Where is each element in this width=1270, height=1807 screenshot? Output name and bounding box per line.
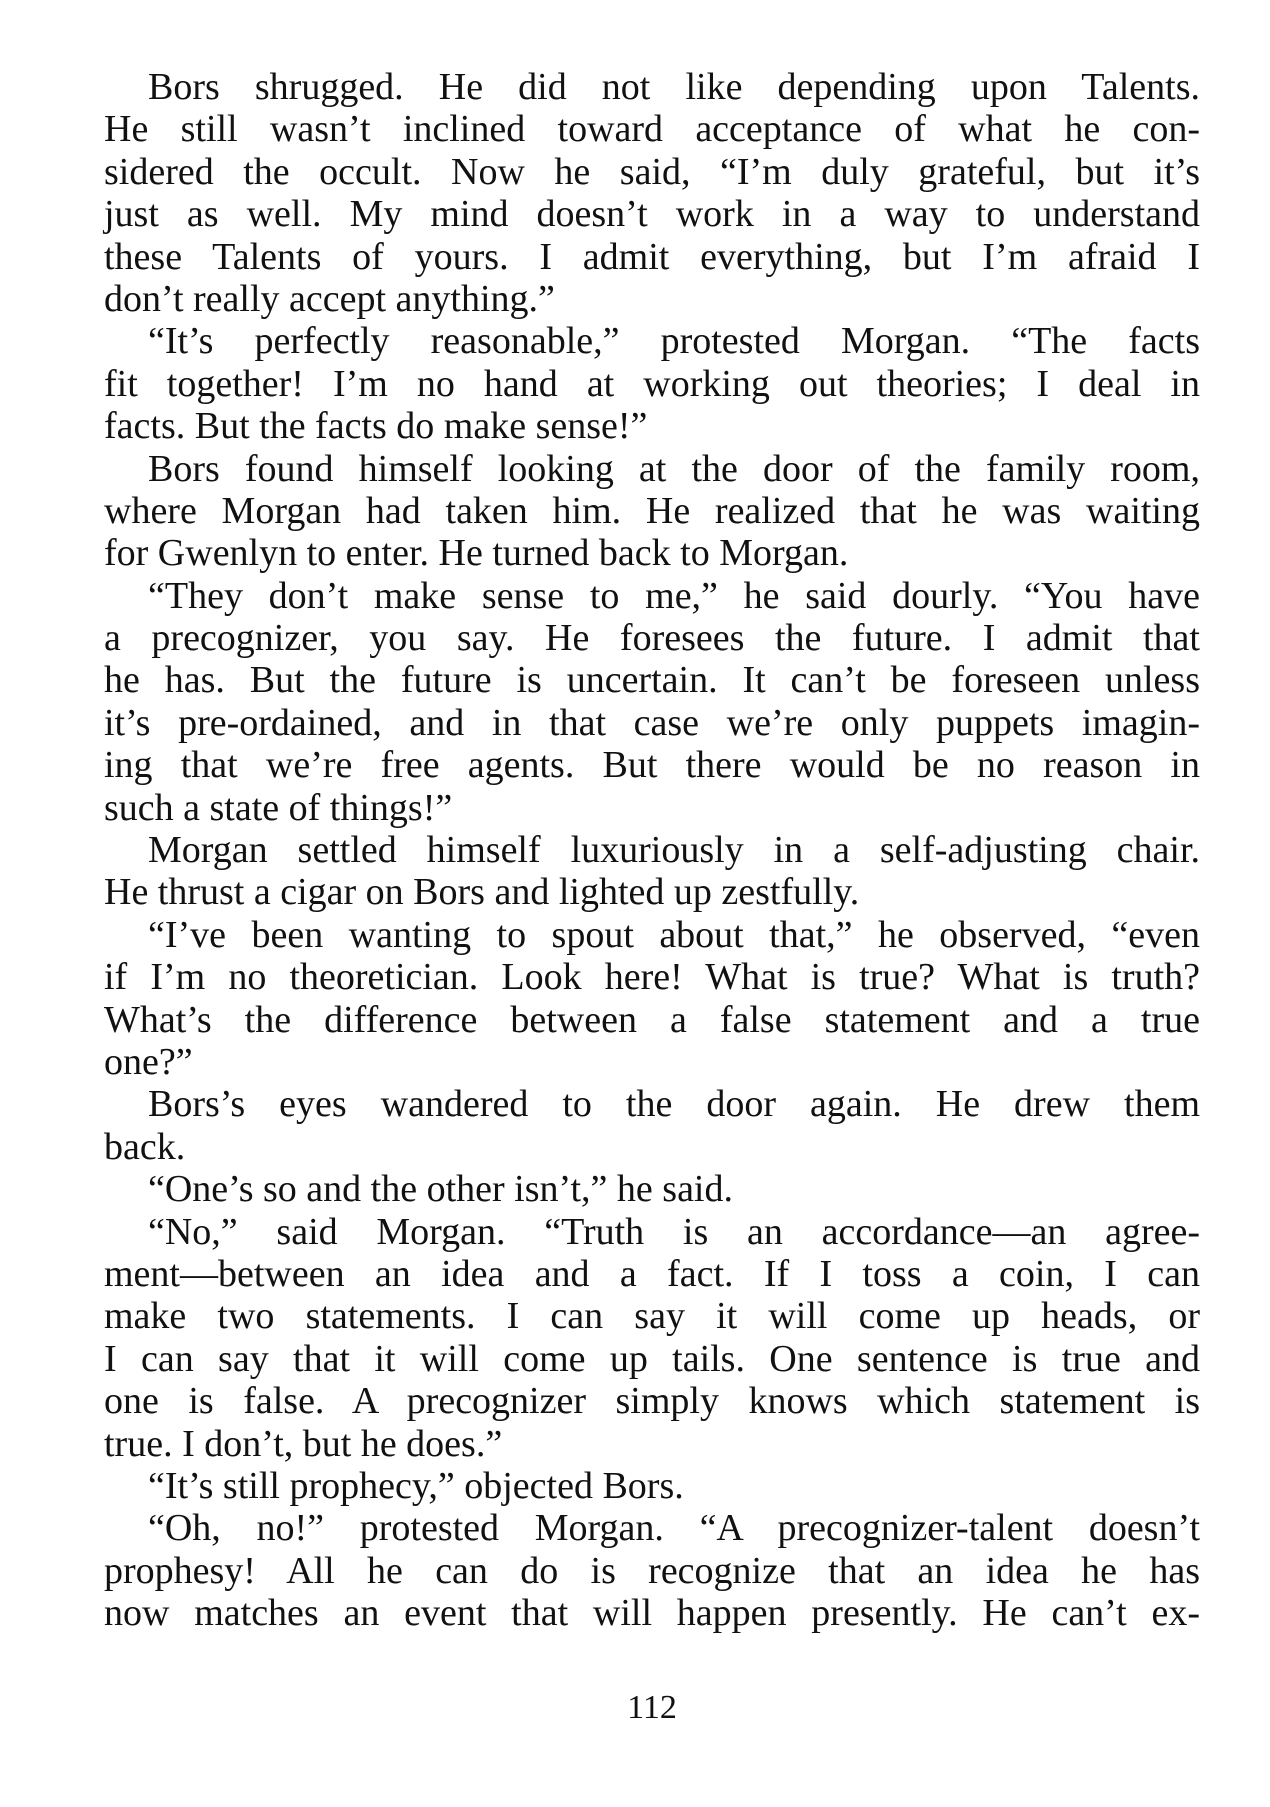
text-line: What’s the difference between a false statement and a true [104,998,1200,1041]
text-line: I can say that it will come up tails. One sentence is true and [104,1337,1200,1380]
text-line: just as well. My mind doesn’t work in a way to understand [104,193,1200,236]
text-line: make two statements. I can say it will come up heads, or [104,1295,1200,1338]
text-line: one?” [104,1040,193,1083]
text-line: Bors shrugged. He did not like depending upon Talents. [148,66,1200,108]
text-line: back. [104,1125,186,1168]
text-line: these Talents of yours. I admit everything, but I’m afraid I [104,235,1200,278]
text-line: He thrust a cigar on Bors and lighted up zestfully. [104,871,860,914]
body-text [104,66,1200,1634]
text-line: it’s pre-ordained, and in that case we’re only puppets imagin- [104,701,1200,744]
page-number: 112 [627,1689,677,1726]
text-line: now matches an event that will happen presently. He can’t ex- [104,1592,1200,1635]
text-line: he has. But the future is uncertain. It can’t be foreseen unless [104,659,1200,702]
text-line: Bors’s eyes wandered to the door again. He drew them [148,1083,1200,1126]
text-line: don’t really accept anything.” [104,277,555,320]
text-line: if I’m no theoretician. Look here! What is true? What is truth? [104,956,1200,999]
text-line: “Oh, no!” protested Morgan. “A precognizer-talent doesn’t [148,1507,1200,1550]
text-line: prophesy! All he can do is recognize that an idea he has [104,1549,1200,1592]
text-line: “One’s so and the other isn’t,” he said. [148,1168,733,1211]
text-line: true. I don’t, but he does.” [104,1422,503,1465]
text-line: He still wasn’t inclined toward acceptance of what he con- [104,108,1200,151]
text-line: facts. But the facts do make sense!” [104,405,648,448]
text-line: Morgan settled himself luxuriously in a self-adjusting chair. [148,829,1200,872]
text-line: “It’s still prophecy,” objected Bors. [148,1464,684,1507]
text-line: “It’s perfectly reasonable,” protested Morgan. “The facts [148,320,1200,363]
text-line: for Gwenlyn to enter. He turned back to Morgan. [104,532,849,575]
text-line: “I’ve been wanting to spout about that,” he observed, “even [148,913,1200,956]
text-line: such a state of things!” [104,786,453,829]
text-line: “They don’t make sense to me,” he said dourly. “You have [148,574,1200,617]
text-line: “No,” said Morgan. “Truth is an accordance—an agree- [148,1210,1200,1253]
text-line: a precognizer, you say. He foresees the future. I admit that [104,617,1200,660]
text-line: ment—between an idea and a fact. If I toss a coin, I can [104,1252,1200,1295]
text-line: Bors found himself looking at the door of the family room, [148,447,1200,490]
text-line: one is false. A precognizer simply knows which statement is [104,1380,1200,1423]
text-line: fit together! I’m no hand at working out theories; I deal in [104,362,1200,405]
book-page [104,66,1200,1756]
text-line: sidered the occult. Now he said, “I’m duly grateful, but it’s [104,150,1200,193]
text-line: ing that we’re free agents. But there would be no reason in [104,744,1200,787]
text-line: where Morgan had taken him. He realized that he was waiting [104,489,1200,532]
